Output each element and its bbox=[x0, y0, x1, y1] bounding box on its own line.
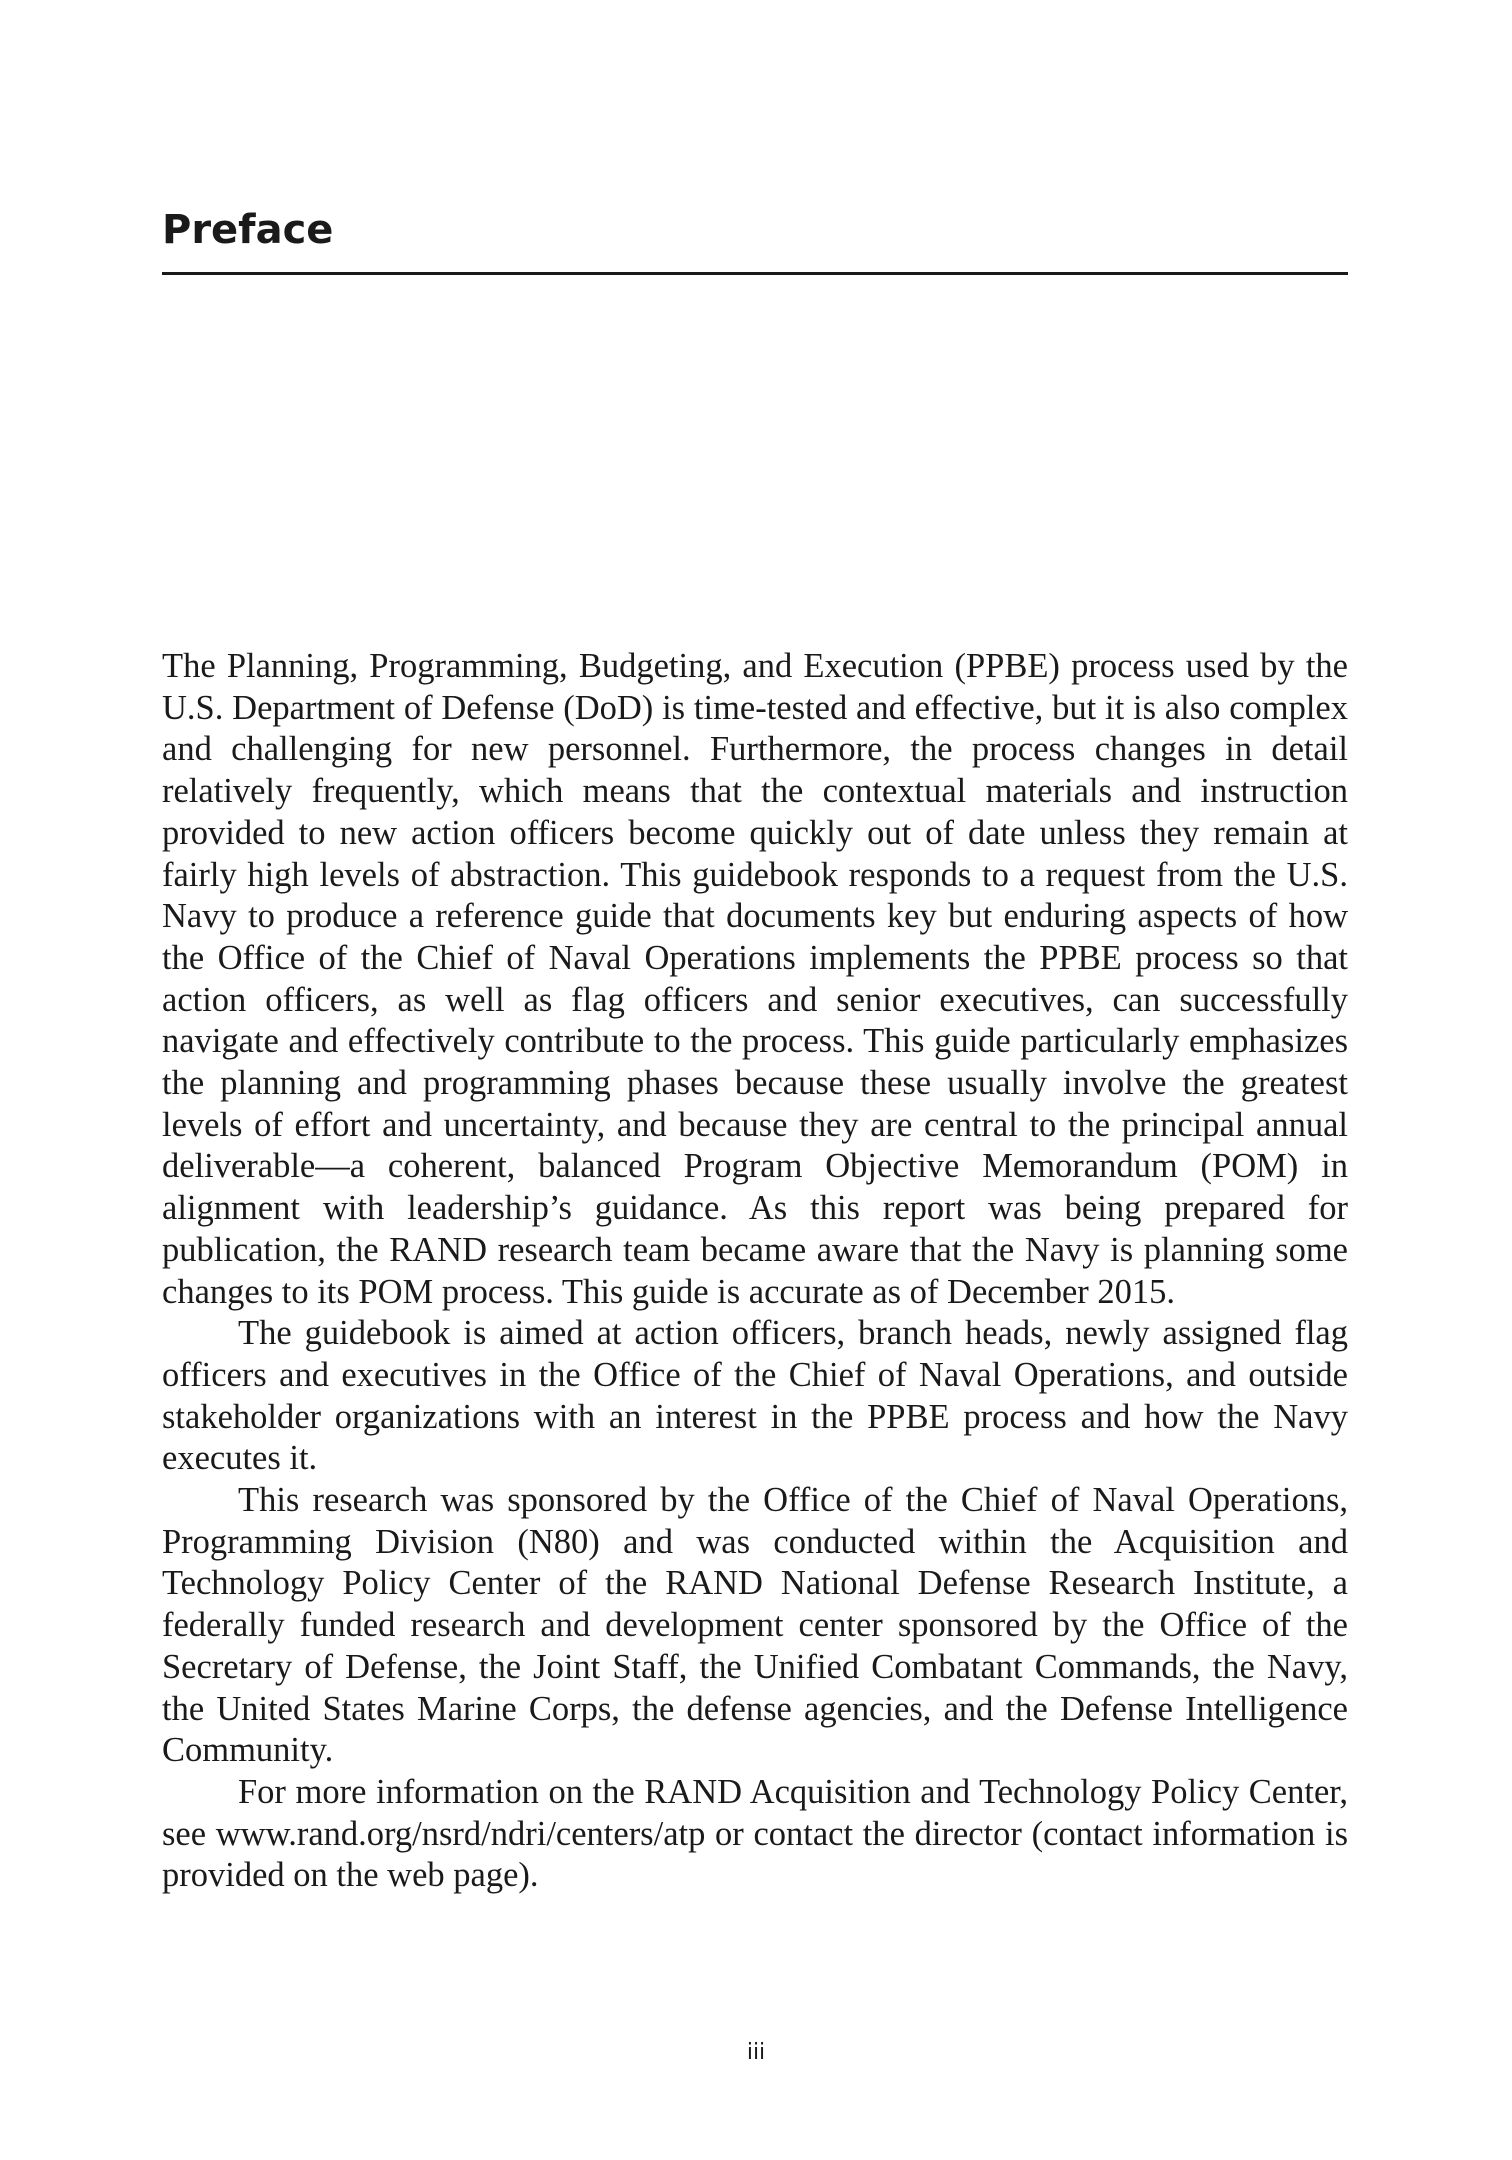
page-number: iii bbox=[746, 2040, 766, 2065]
paragraph-audience: The guidebook is aimed at action officers, branch heads, newly assigned flag officers and executives in the Office of the Chief of Naval Operations, and outside stakeholder organizations with an interest in the PPBE process and how the Navy executes it. bbox=[162, 1314, 1348, 1478]
title-divider bbox=[162, 272, 1348, 275]
paragraph-contact: For more information on the RAND Acquisition and Technology Policy Center, see www.rand.org/nsrd/ndri/centers/atp or contact the director (contact information is provided on the web page). bbox=[162, 1772, 1348, 1895]
page-title: Preface bbox=[162, 207, 334, 253]
preface-body bbox=[162, 646, 1348, 1897]
paragraph-sponsorship: This research was sponsored by the Office of the Chief of Naval Operations, Programming Division (N80) and was conducted within the Acquisition and Technology Policy Center of the RAND National Defense Research Institute, a federally funded research and development center sponsored by the Office of the Secretary of Defense, the Joint Staff, the Unified Combatant Commands, the Navy, the United States Marine Corps, the defense agencies, and the Defense Intelligence Community. bbox=[162, 1481, 1348, 1770]
paragraph-intro: The Planning, Programming, Budgeting, and Execution (PPBE) process used by the U.S. Department of Defense (DoD) is time-tested and effective, but it is also complex and challenging for new personnel. Furthermore, the process changes in detail relatively frequently, which means that the contextual materials and instruction provided to new action officers become quickly out of date unless they remain at fairly high levels of abstraction. This guidebook responds to a request from the U.S. Navy to produce a reference guide that documents key but enduring aspects of how the Office of the Chief of Naval Operations implements the PPBE process so that action officers, as well as flag officers and senior executives, can successfully navigate and effectively contribute to the process. This guide particularly emphasizes the planning and programming phases because these usually involve the greatest levels of effort and uncertainty, and because they are central to the principal annual deliverable—a coherent, balanced Program Objective Memorandum (POM) in alignment with leadership’s guidance. As this report was being prepared for publication, the RAND research team became aware that the Navy is planning some changes to its POM process. This guide is accurate as of December 2015. bbox=[162, 647, 1348, 1311]
